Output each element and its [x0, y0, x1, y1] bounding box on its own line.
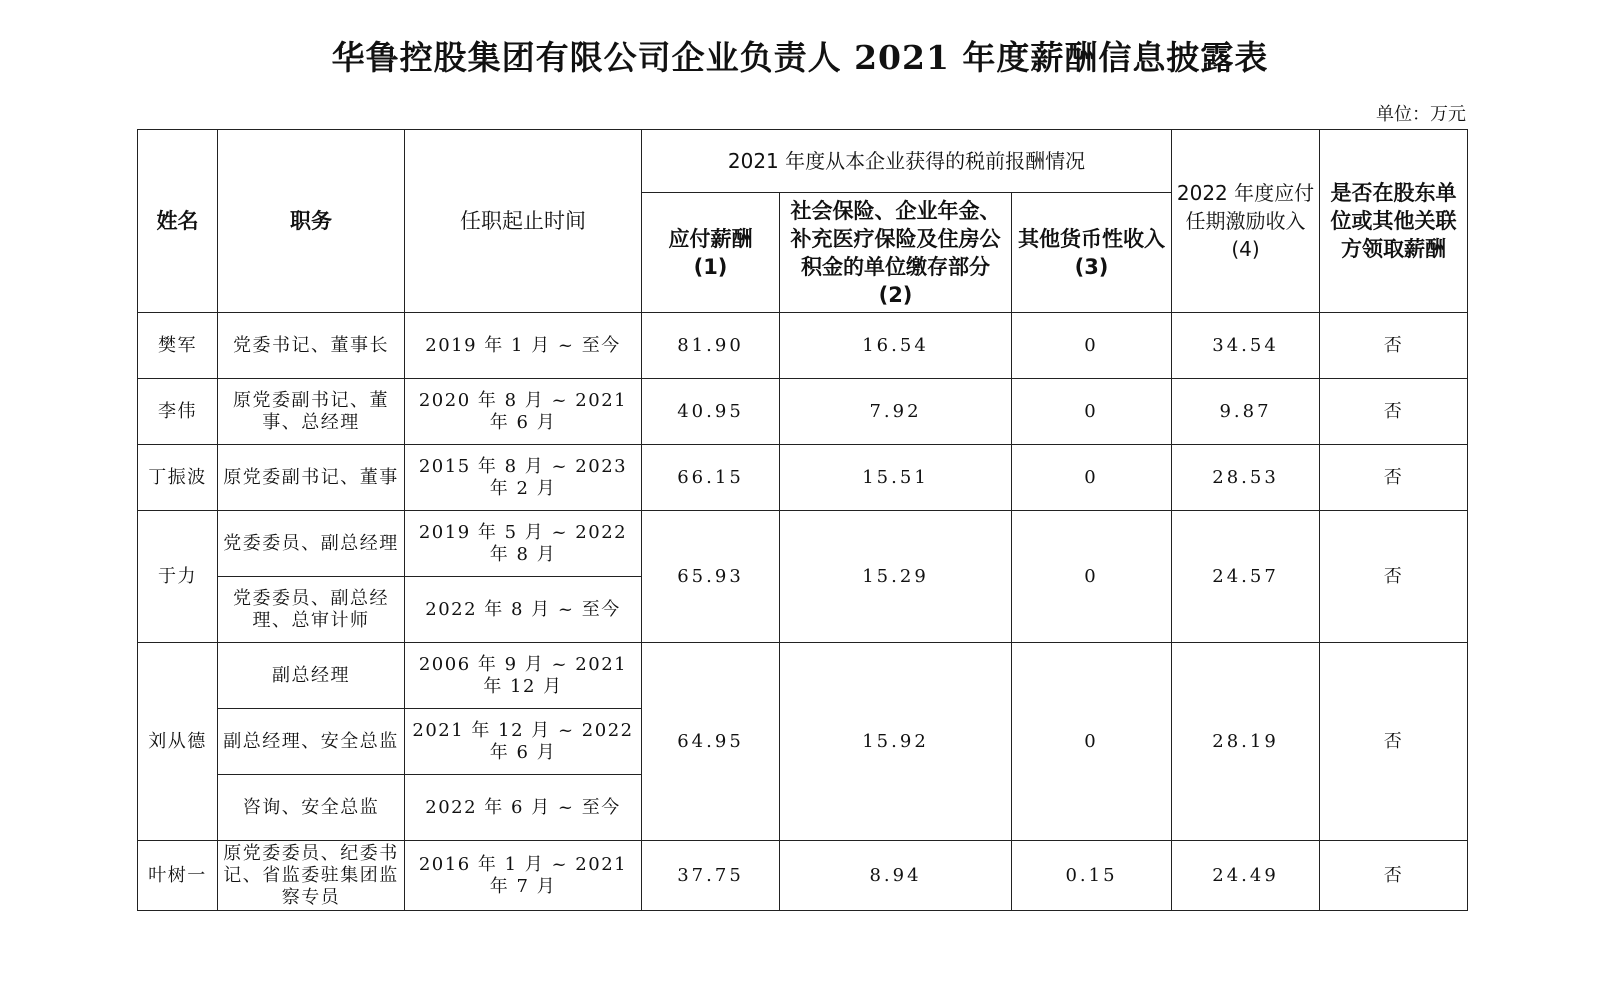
cell-other: 0	[1012, 445, 1172, 511]
cell-term: 2022 年 8 月 ~ 至今	[405, 577, 642, 643]
cell-salary: 81.90	[642, 313, 780, 379]
cell-incentive: 9.87	[1172, 379, 1320, 445]
header-incentive: 2022 年度应付任期激励收入 (4)	[1172, 130, 1320, 313]
cell-name: 丁振波	[138, 445, 218, 511]
cell-term: 2020 年 8 月 ~ 2021 年 6 月	[405, 379, 642, 445]
cell-incentive: 28.19	[1172, 643, 1320, 841]
table-row	[138, 511, 1468, 577]
cell-position: 咨询、安全总监	[218, 775, 405, 841]
cell-name: 李伟	[138, 379, 218, 445]
cell-related: 否	[1320, 511, 1468, 643]
table-row	[138, 379, 1468, 445]
cell-insurance: 7.92	[780, 379, 1012, 445]
cell-salary: 65.93	[642, 511, 780, 643]
header-term: 任职起止时间	[405, 130, 642, 313]
cell-name: 樊军	[138, 313, 218, 379]
cell-other: 0	[1012, 379, 1172, 445]
cell-other: 0	[1012, 511, 1172, 643]
cell-salary: 40.95	[642, 379, 780, 445]
unit-label: 单位：万元	[1376, 104, 1466, 125]
cell-position: 党委书记、董事长	[218, 313, 405, 379]
cell-related: 否	[1320, 643, 1468, 841]
cell-insurance: 16.54	[780, 313, 1012, 379]
cell-salary: 64.95	[642, 643, 780, 841]
cell-incentive: 24.49	[1172, 841, 1320, 911]
cell-position: 副总经理	[218, 643, 405, 709]
cell-other: 0	[1012, 313, 1172, 379]
cell-term: 2019 年 5 月 ~ 2022 年 8 月	[405, 511, 642, 577]
cell-related: 否	[1320, 379, 1468, 445]
header-related: 是否在股东单位或其他关联方领取薪酬	[1320, 130, 1468, 313]
cell-salary: 37.75	[642, 841, 780, 911]
table-row	[138, 841, 1468, 911]
cell-position: 原党委副书记、董事	[218, 445, 405, 511]
cell-related: 否	[1320, 313, 1468, 379]
cell-term: 2006 年 9 月 ~ 2021 年 12 月	[405, 643, 642, 709]
table-row	[138, 643, 1468, 709]
cell-name: 刘从德	[138, 643, 218, 841]
cell-position: 原党委副书记、董事、总经理	[218, 379, 405, 445]
cell-insurance: 15.51	[780, 445, 1012, 511]
cell-other: 0.15	[1012, 841, 1172, 911]
cell-position: 副总经理、安全总监	[218, 709, 405, 775]
cell-term: 2022 年 6 月 ~ 至今	[405, 775, 642, 841]
cell-related: 否	[1320, 445, 1468, 511]
cell-salary: 66.15	[642, 445, 780, 511]
cell-term: 2021 年 12 月 ~ 2022 年 6 月	[405, 709, 642, 775]
cell-related: 否	[1320, 841, 1468, 911]
salary-table	[137, 129, 1468, 911]
cell-term: 2015 年 8 月 ~ 2023 年 2 月	[405, 445, 642, 511]
header-name: 姓名	[138, 130, 218, 313]
cell-position: 党委委员、副总经理	[218, 511, 405, 577]
header-position: 职务	[218, 130, 405, 313]
page-title: 华鲁控股集团有限公司企业负责人 2021 年度薪酬信息披露表	[331, 38, 1269, 77]
header-other: 其他货币性收入 (3)	[1012, 193, 1172, 313]
header-salary: 应付薪酬 (1)	[642, 193, 780, 313]
cell-other: 0	[1012, 643, 1172, 841]
cell-insurance: 15.29	[780, 511, 1012, 643]
cell-incentive: 28.53	[1172, 445, 1320, 511]
cell-name: 叶树一	[138, 841, 218, 911]
cell-term: 2019 年 1 月 ~ 至今	[405, 313, 642, 379]
cell-incentive: 34.54	[1172, 313, 1320, 379]
cell-incentive: 24.57	[1172, 511, 1320, 643]
table-row	[138, 445, 1468, 511]
table-body	[138, 313, 1468, 911]
table-row	[138, 313, 1468, 379]
cell-term: 2016 年 1 月 ~ 2021 年 7 月	[405, 841, 642, 911]
header-group: 2021 年度从本企业获得的税前报酬情况	[642, 130, 1172, 193]
cell-insurance: 15.92	[780, 643, 1012, 841]
cell-name: 于力	[138, 511, 218, 643]
cell-position: 原党委委员、纪委书记、省监委驻集团监察专员	[218, 841, 405, 911]
header-insurance: 社会保险、企业年金、补充医疗保险及住房公积金的单位缴存部分 (2)	[780, 193, 1012, 313]
cell-insurance: 8.94	[780, 841, 1012, 911]
cell-position: 党委委员、副总经理、总审计师	[218, 577, 405, 643]
